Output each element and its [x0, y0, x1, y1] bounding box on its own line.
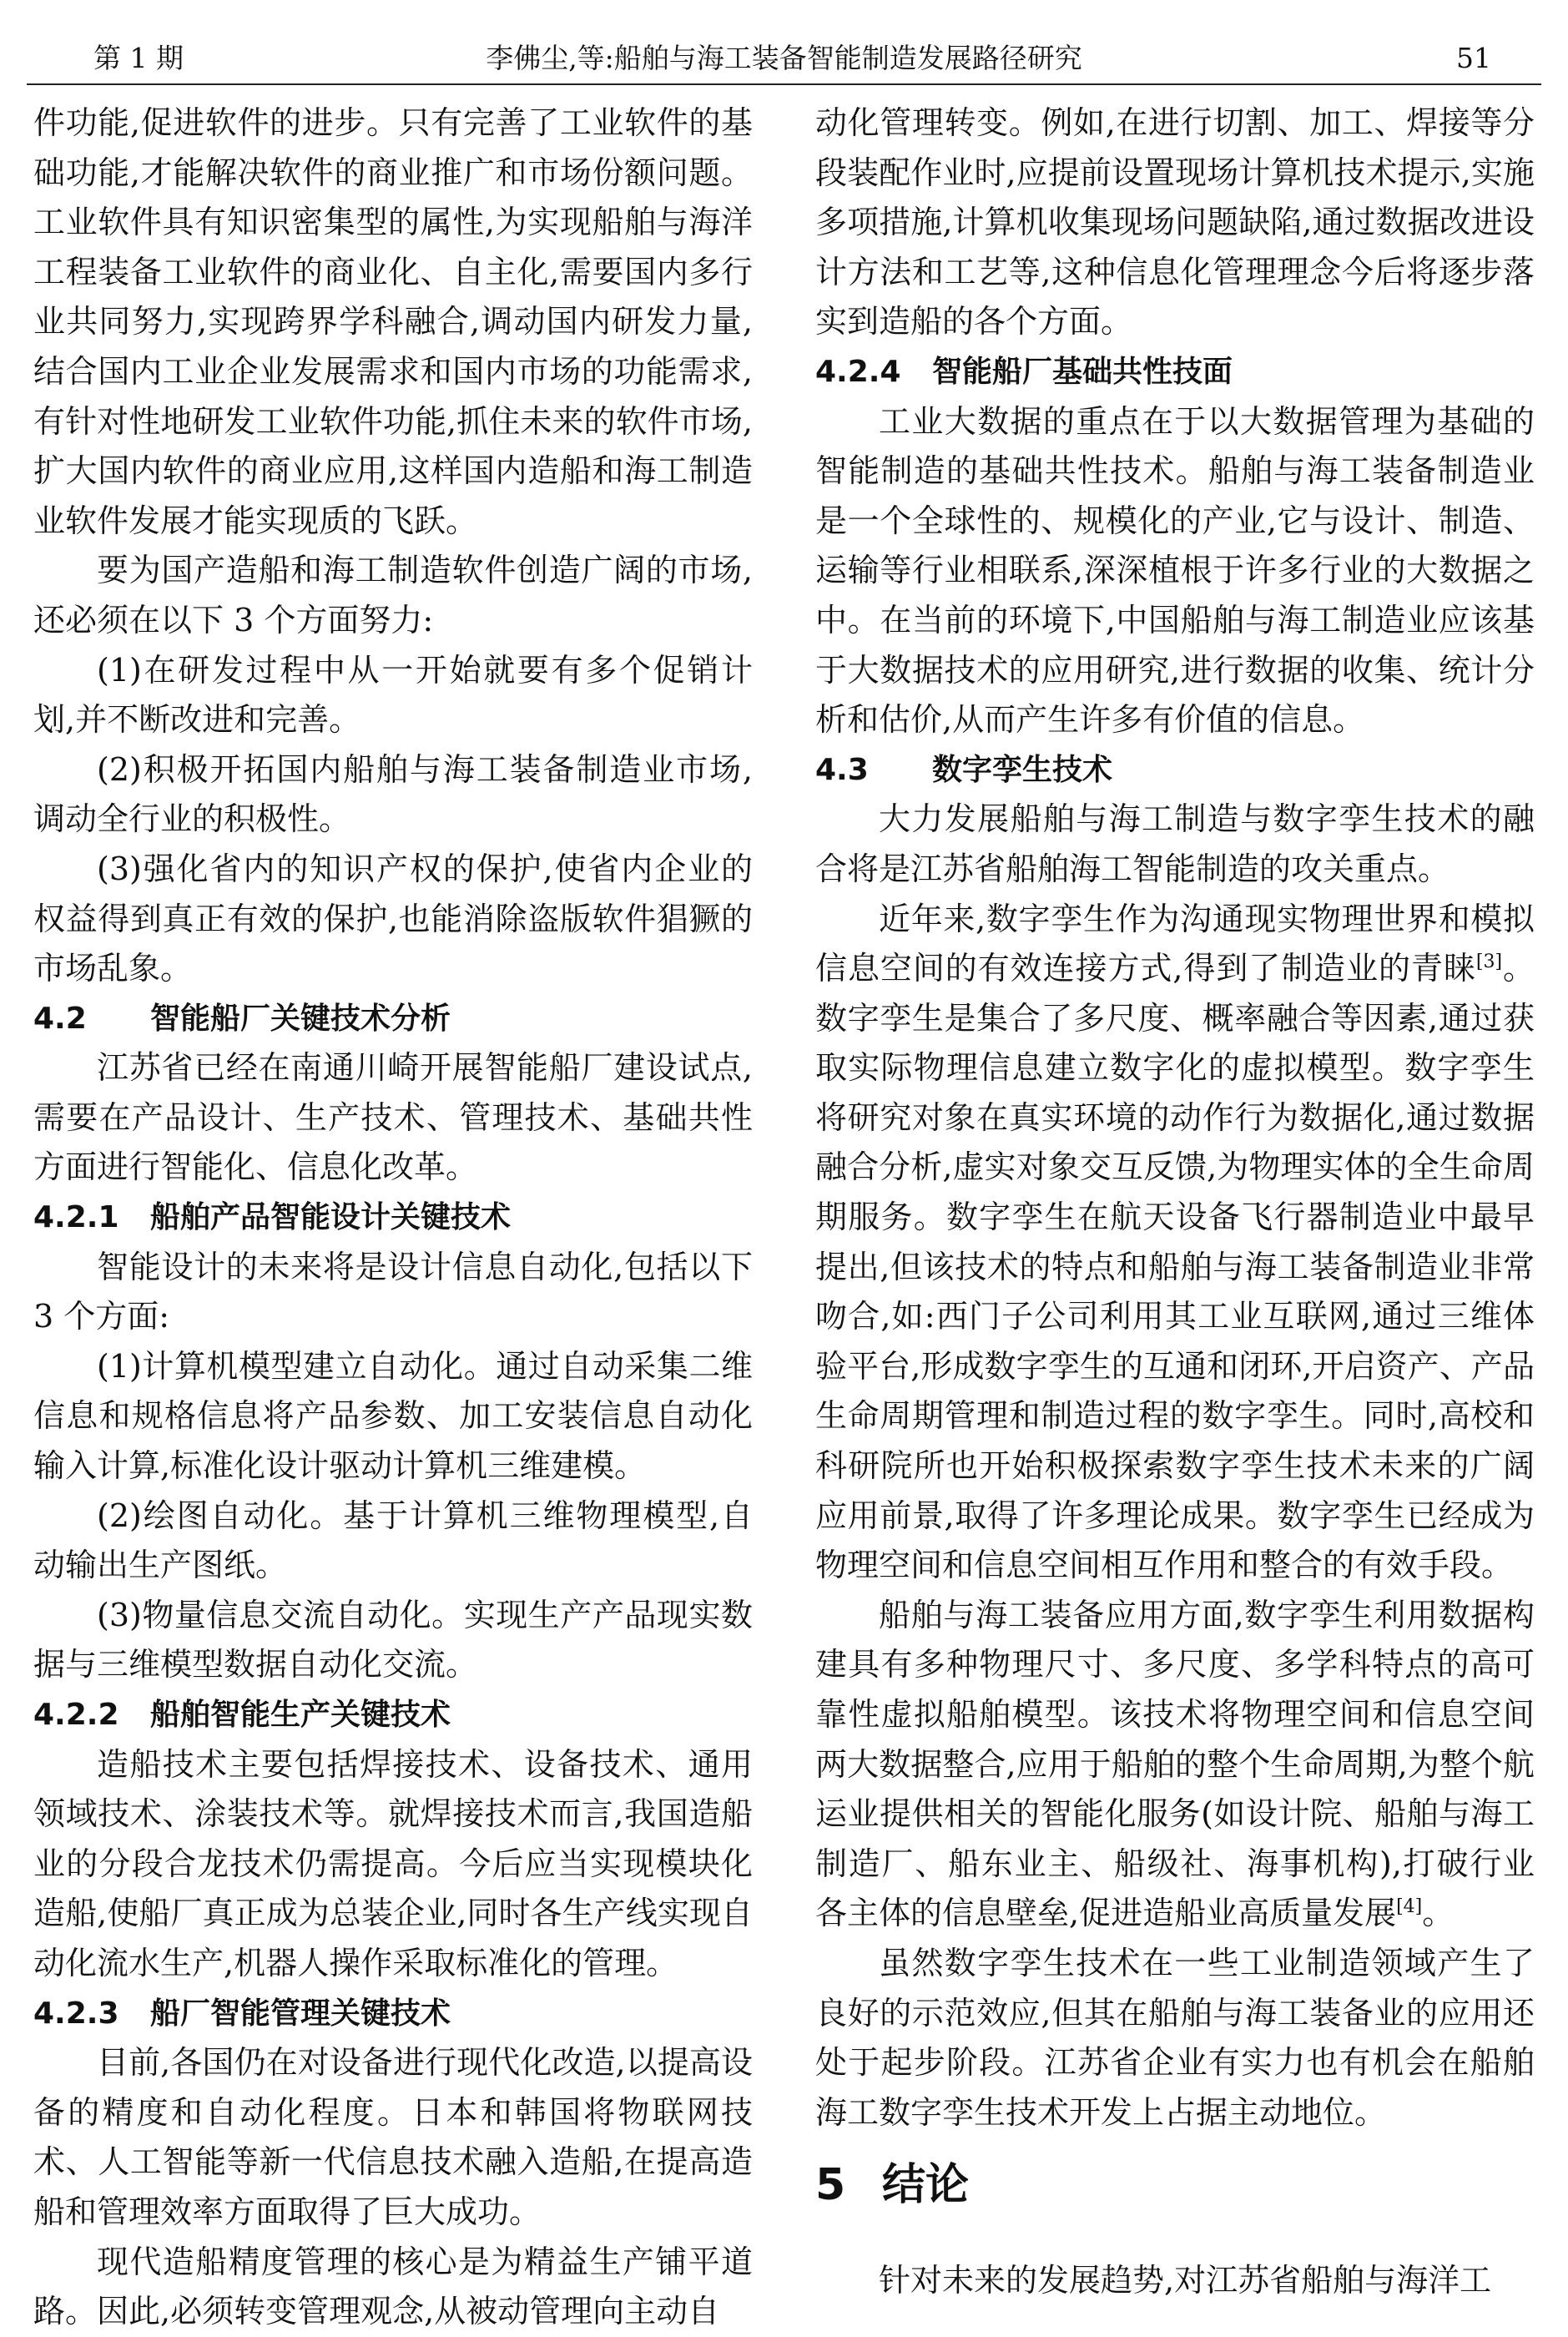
paragraph: 虽然数字孪生技术在一些工业制造领域产生了良好的示范效应,但其在船舶与海工装备业的应用还处于起步阶段。江苏省企业有实力也有机会在船舶海工数字孪生技术开发上占据主动地位。 — [815, 1944, 1535, 2131]
running-header — [27, 33, 1541, 85]
section-title: 智能船厂关键技术分析 — [150, 1001, 451, 1036]
paragraph: 要为国产造船和海工制造软件创造广阔的市场,还必须在以下 3 个方面努力: — [33, 552, 753, 639]
paragraph-text: 。 — [1422, 1895, 1455, 1932]
paragraph: 件功能,促进软件的进步。只有完善了工业软件的基础功能,才能解决软件的商业推广和市场份额问题。工业软件具有知识密集型的属性,为实现船舶与海洋工程装备工业软件的商业化、自主化,需要国内多行业共同努力,实现跨界学科融合,调动国内研发力量,结合国内工业企业发展需求和国内市场的功能需求,有针对性地研发工业软件功能,抓住未来的软件市场,扩大国内软件的商业应用,这样国内造船和海工制造业软件发展才能实现质的飞跃。 — [33, 104, 753, 539]
section-heading-4-2-2 — [33, 1690, 753, 1740]
section-title: 数字孪生技术 — [932, 752, 1113, 787]
section-title: 船舶产品智能设计关键技术 — [150, 1200, 512, 1235]
paragraph — [815, 1591, 1535, 1939]
list-item: (1)计算机模型建立自动化。通过自动采集二维信息和规格信息将产品参数、加工安装信息自动化输入计算,标准化设计驱动计算机三维建模。 — [33, 1347, 753, 1485]
paragraph: 江苏省已经在南通川崎开展智能船厂建设试点,需要在产品设计、生产技术、管理技术、基础共性方面进行智能化、信息化改革。 — [33, 1049, 753, 1186]
paragraph: 针对未来的发展趋势,对江苏省船舶与海洋工 — [879, 2262, 1492, 2299]
paragraph-text: 近年来,数字孪生作为沟通现实物理世界和模拟信息空间的有效连接方式,得到了制造业的青睐 — [815, 900, 1535, 987]
paragraph: 大力发展船舶与海工制造与数字孪生技术的融合将是江苏省船舶海工智能制造的攻关重点。 — [815, 800, 1535, 887]
paragraph — [815, 895, 1535, 1591]
citation-ref[interactable]: [4] — [1396, 1896, 1423, 1918]
section-number: 4.2.1 — [33, 1200, 119, 1235]
section-heading-4-2-4 — [815, 347, 1535, 397]
section-number: 4.2.3 — [33, 1996, 119, 2031]
paragraph: 目前,各国仍在对设备进行现代化改造,以提高设备的精度和自动化程度。日本和韩国将物联网技术、人工智能等新一代信息技术融入造船,在提高造船和管理效率方面取得了巨大成功。 — [33, 2044, 753, 2230]
section-heading-4-2-3 — [33, 1989, 753, 2039]
issue-number: 第 1 期 — [93, 42, 184, 74]
section-heading-5 — [815, 2156, 1535, 2214]
citation-ref[interactable]: [3] — [1475, 951, 1503, 973]
list-item: (1)在研发过程中从一开始就要有多个促销计划,并不断改进和完善。 — [33, 651, 753, 739]
paragraph: 工业大数据的重点在于以大数据管理为基础的智能制造的基础共性技术。船舶与海工装备制造业是一个全球性的、规模化的产业,它与设计、制造、运输等行业相联系,深深植根于许多行业的大数据之中。在当前的环境下,中国船舶与海工制造业应该基于大数据技术的应用研究,进行数据的收集、统计分析和估价,从而产生许多有价值的信息。 — [815, 402, 1535, 739]
paragraph: 动化管理转变。例如,在进行切割、加工、焊接等分段装配作业时,应提前设置现场计算机技术提示,实施多项措施,计算机收集现场问题缺陷,通过数据改进设计方法和工艺等,这种信息化管理理念今后将逐步落实到造船的各个方面。 — [815, 104, 1535, 341]
section-number: 4.2.4 — [815, 354, 901, 389]
list-item: (2)绘图自动化。基于计算机三维物理模型,自动输出生产图纸。 — [33, 1497, 753, 1584]
list-item: (3)物量信息交流自动化。实现生产产品现实数据与三维模型数据自动化交流。 — [33, 1596, 753, 1683]
section-number: 4.3 — [815, 752, 869, 787]
section-heading-4-3 — [815, 745, 1535, 795]
paragraph: 造船技术主要包括焊接技术、设备技术、通用领域技术、涂装技术等。就焊接技术而言,我国造船业的分段合龙技术仍需提高。今后应当实现模块化造船,使船厂真正成为总装企业,同时各生产线实现自动化流水生产,机器人操作采取标准化的管理。 — [33, 1745, 753, 1981]
paragraph: 智能设计的未来将是设计信息自动化,包括以下 3 个方面: — [33, 1248, 753, 1335]
section-heading-4-2-1 — [33, 1193, 753, 1243]
paragraph-text: 。数字孪生是集合了多尺度、概率融合等因素,通过获取实际物理信息建立数字化的虚拟模型。数字孪生将研究对象在真实环境的动作行为数据化,通过数据融合分析,虚实对象交互反馈,为物理实体的全生命周期服务。数字孪生在航天设备飞行器制造业中最早提出,但该技术的特点和船舶与海工装备制造业非常吻合,如:西门子公司利用其工业互联网,通过三维体验平台,形成数字孪生的互通和闭环,开启资产、产品生命周期管理和制造过程的数字孪生。同时,高校和科研院所也开始积极探索数字孪生技术未来的广阔应用前景,取得了许多理论成果。数字孪生已经成为物理空间和信息空间相互作用和整合的有效手段。 — [815, 950, 1535, 1584]
left-column — [33, 98, 753, 2337]
paragraph: 现代造船精度管理的核心是为精益生产铺平道路。因此,必须转变管理观念,从被动管理向主动自 — [33, 2243, 753, 2330]
page-number: 51 — [1456, 42, 1491, 74]
section-title: 船舶智能生产关键技术 — [150, 1698, 451, 1732]
right-column — [815, 98, 1535, 2306]
section-title: 智能船厂基础共性技面 — [932, 354, 1233, 389]
section-heading-4-2 — [33, 994, 753, 1044]
running-title: 李佛尘,等:船舶与海工装备智能制造发展路径研究 — [486, 42, 1082, 74]
section-title: 结论 — [882, 2160, 970, 2211]
section-number: 4.2.2 — [33, 1698, 119, 1732]
section-title: 船厂智能管理关键技术 — [150, 1996, 451, 2031]
section-number: 5 — [815, 2160, 846, 2211]
section-number: 4.2 — [33, 1001, 87, 1036]
paragraph-text: 船舶与海工装备应用方面,数字孪生利用数据构建具有多种物理尺寸、多尺度、多学科特点的高可靠性虚拟船舶模型。该技术将物理空间和信息空间两大数据整合,应用于船舶的整个生命周期,为整个航运业提供相关的智能化服务(如设计院、船舶与海工制造厂、船东业主、船级社、海事机构),打破行业各主体的信息壁垒,促进造船业高质量发展 — [815, 1596, 1535, 1932]
list-item: (3)强化省内的知识产权的保护,使省内企业的权益得到真正有效的保护,也能消除盗版软件猖獗的市场乱象。 — [33, 850, 753, 987]
list-item: (2)积极开拓国内船舶与海工装备制造业市场,调动全行业的积极性。 — [33, 750, 753, 838]
